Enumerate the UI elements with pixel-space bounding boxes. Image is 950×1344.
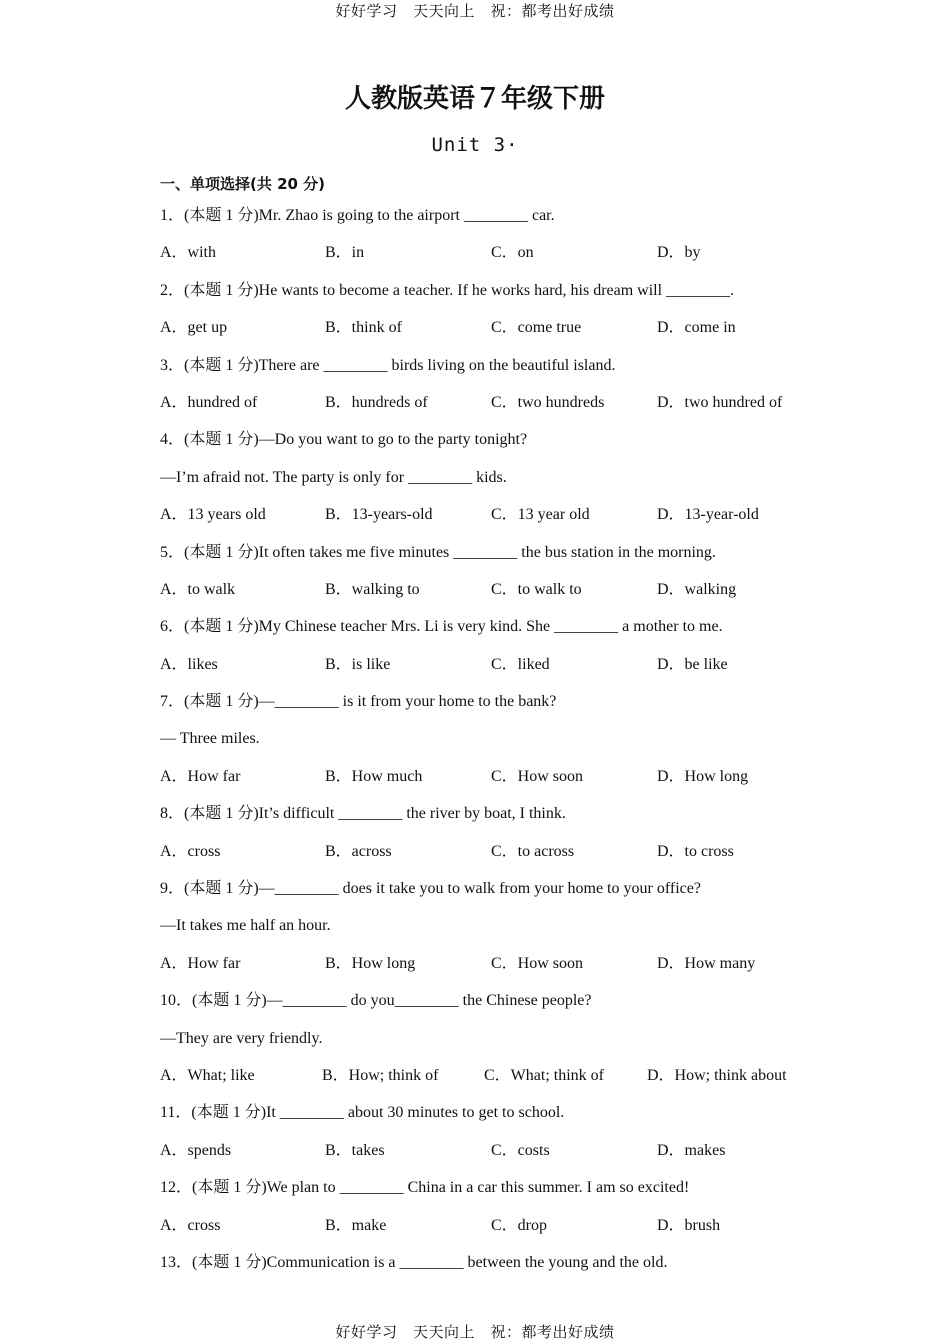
answer-option: C．liked [491,655,550,673]
answer-option: D．be like [657,655,728,673]
answer-option: D．to cross [657,842,734,860]
answer-option: D．two hundred of [657,393,783,411]
answer-option: A．get up [160,319,228,337]
question-stem: 3．(本题 1 分)There are ________ birds living on the beautiful island. [160,356,616,374]
answer-option: A．with [160,244,217,262]
answer-option: A．hundred of [160,393,258,411]
answer-option: B．is like [325,655,391,673]
answer-option: B．across [325,842,392,860]
answer-options [160,758,840,795]
answer-option: B．13-years-old [325,506,433,524]
answer-option: A．spends [160,1141,232,1159]
question-stem: 13．(本题 1 分)Communication is a ________ between the young and the old. [160,1253,668,1271]
question-stem: 9．(本题 1 分)—________ does it take you to walk from your home to your office? [160,880,701,898]
answer-option: C．13 year old [491,506,590,524]
question-stem: 1．(本题 1 分)Mr. Zhao is going to the airport ________ car. [160,207,555,224]
answer-option: D．makes [657,1141,726,1159]
question-stem: 8．(本题 1 分)It’s difficult ________ the river by boat, I think. [160,805,566,823]
answer-option: D．How many [657,954,756,972]
answer-option: C．costs [491,1141,550,1159]
answer-option: A．How far [160,767,241,785]
question-stem: 10．(本题 1 分)—________ do you________ the Chinese people? [160,992,592,1010]
answer-option: C．come true [491,319,582,337]
answer-option: C．to across [491,842,575,860]
answer-option: D．walking [657,580,737,598]
question-stem: 11．(本题 1 分)It ________ about 30 minutes to get to school. [160,1104,565,1122]
page-footer: 好好学习 天天向上 祝：都考出好成绩 [335,1323,615,1341]
question-dialogue-line: —They are very friendly. [160,1029,323,1047]
answer-option: C．drop [491,1216,548,1234]
question-stem: 5．(本题 1 分)It often takes me five minutes ________ the bus station in the morning. [160,543,716,561]
answer-option: B．How much [325,767,423,785]
answer-option: B．How; think of [322,1066,439,1084]
answer-option: C．on [491,244,534,262]
question-stem: 2．(本题 1 分)He wants to become a teacher. If he works hard, his dream will ________. [160,281,735,299]
question-stem: 7．(本题 1 分)—________ is it from your home to the bank? [160,693,557,711]
answer-option: B．How long [325,954,416,972]
question-stem: 6．(本题 1 分)My Chinese teacher Mrs. Li is very kind. She ________ a mother to me. [160,618,723,636]
answer-option: D．come in [657,319,736,337]
answer-options [160,646,840,683]
answer-option: D．13-year-old [657,506,759,524]
answer-option: D．brush [657,1216,721,1234]
answer-option: D．How long [657,767,749,785]
section-heading: 一、单项选择(共 20 分) [160,175,326,193]
answer-option: B．walking to [325,580,420,598]
answer-option: B．takes [325,1141,385,1159]
answer-option: C．two hundreds [491,393,605,411]
answer-option: C．to walk to [491,580,582,598]
answer-options [160,1057,840,1094]
answer-options [160,1207,840,1244]
answer-option: B．in [325,244,365,262]
unit-subtitle: Unit 3· [431,134,519,156]
answer-options [160,309,840,346]
answer-option: C．How soon [491,954,584,972]
answer-option: D．by [657,244,701,262]
answer-option: D．How; think about [647,1066,787,1084]
answer-option: A．13 years old [160,506,266,524]
question-dialogue-line: — Three miles. [160,730,260,748]
answer-option: A．What; like [160,1066,255,1084]
answer-options [160,234,840,271]
question-stem: 4．(本题 1 分)—Do you want to go to the party tonight? [160,431,528,449]
answer-options [160,833,840,870]
answer-options [160,496,840,533]
question-dialogue-line: —I’m afraid not. The party is only for ________ kids. [160,468,507,486]
answer-option: B．think of [325,319,402,337]
answer-option: A．likes [160,655,218,673]
question-list [160,197,840,1281]
answer-options [160,571,840,608]
answer-option: B．hundreds of [325,393,428,411]
question-dialogue-line: —It takes me half an hour. [160,917,331,935]
answer-option: A．cross [160,1216,221,1234]
answer-options [160,384,840,421]
document-title: 人教版英语７年级下册 [344,84,605,114]
page-header: 好好学习 天天向上 祝：都考出好成绩 [335,2,615,20]
answer-option: C．How soon [491,767,584,785]
answer-option: B．make [325,1216,387,1234]
question-stem: 12．(本题 1 分)We plan to ________ China in a car this summer. I am so excited! [160,1179,690,1197]
answer-options [160,945,840,982]
answer-option: A．cross [160,842,221,860]
answer-option: A．to walk [160,580,236,598]
answer-options [160,1132,840,1169]
answer-option: C．What; think of [484,1066,604,1084]
answer-option: A．How far [160,954,241,972]
